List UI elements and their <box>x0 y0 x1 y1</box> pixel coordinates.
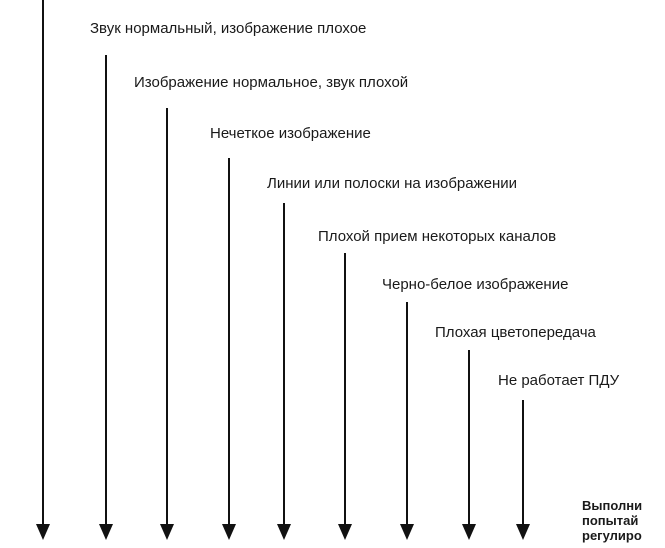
symptom-label-4: Линии или полоски на изображении <box>267 175 518 192</box>
symptom-label-8: Не работает ПДУ <box>498 372 620 389</box>
symptom-label-5: Плохой прием некоторых каналов <box>318 228 557 245</box>
symptom-label-2: Изображение нормальное, звук плохой <box>134 74 409 91</box>
note-line-1: Выполни <box>582 498 643 513</box>
arrow-head-8 <box>516 524 530 540</box>
symptom-label-1: Звук нормальный, изображение плохое <box>90 20 367 37</box>
symptom-label-6: Черно-белое изображение <box>382 276 569 293</box>
arrow-head-0 <box>36 524 50 540</box>
instruction-note <box>582 498 665 543</box>
arrow-head-1 <box>99 524 113 540</box>
arrow-head-4 <box>277 524 291 540</box>
arrow-head-7 <box>462 524 476 540</box>
arrow-head-2 <box>160 524 174 540</box>
note-line-3: регулиро <box>582 528 642 543</box>
symptom-label-3: Нечеткое изображение <box>210 125 371 142</box>
arrow-head-3 <box>222 524 236 540</box>
symptom-label-7: Плохая цветопередача <box>435 324 596 341</box>
arrow-head-5 <box>338 524 352 540</box>
arrow-head-6 <box>400 524 414 540</box>
note-line-2: попытай <box>582 513 639 528</box>
